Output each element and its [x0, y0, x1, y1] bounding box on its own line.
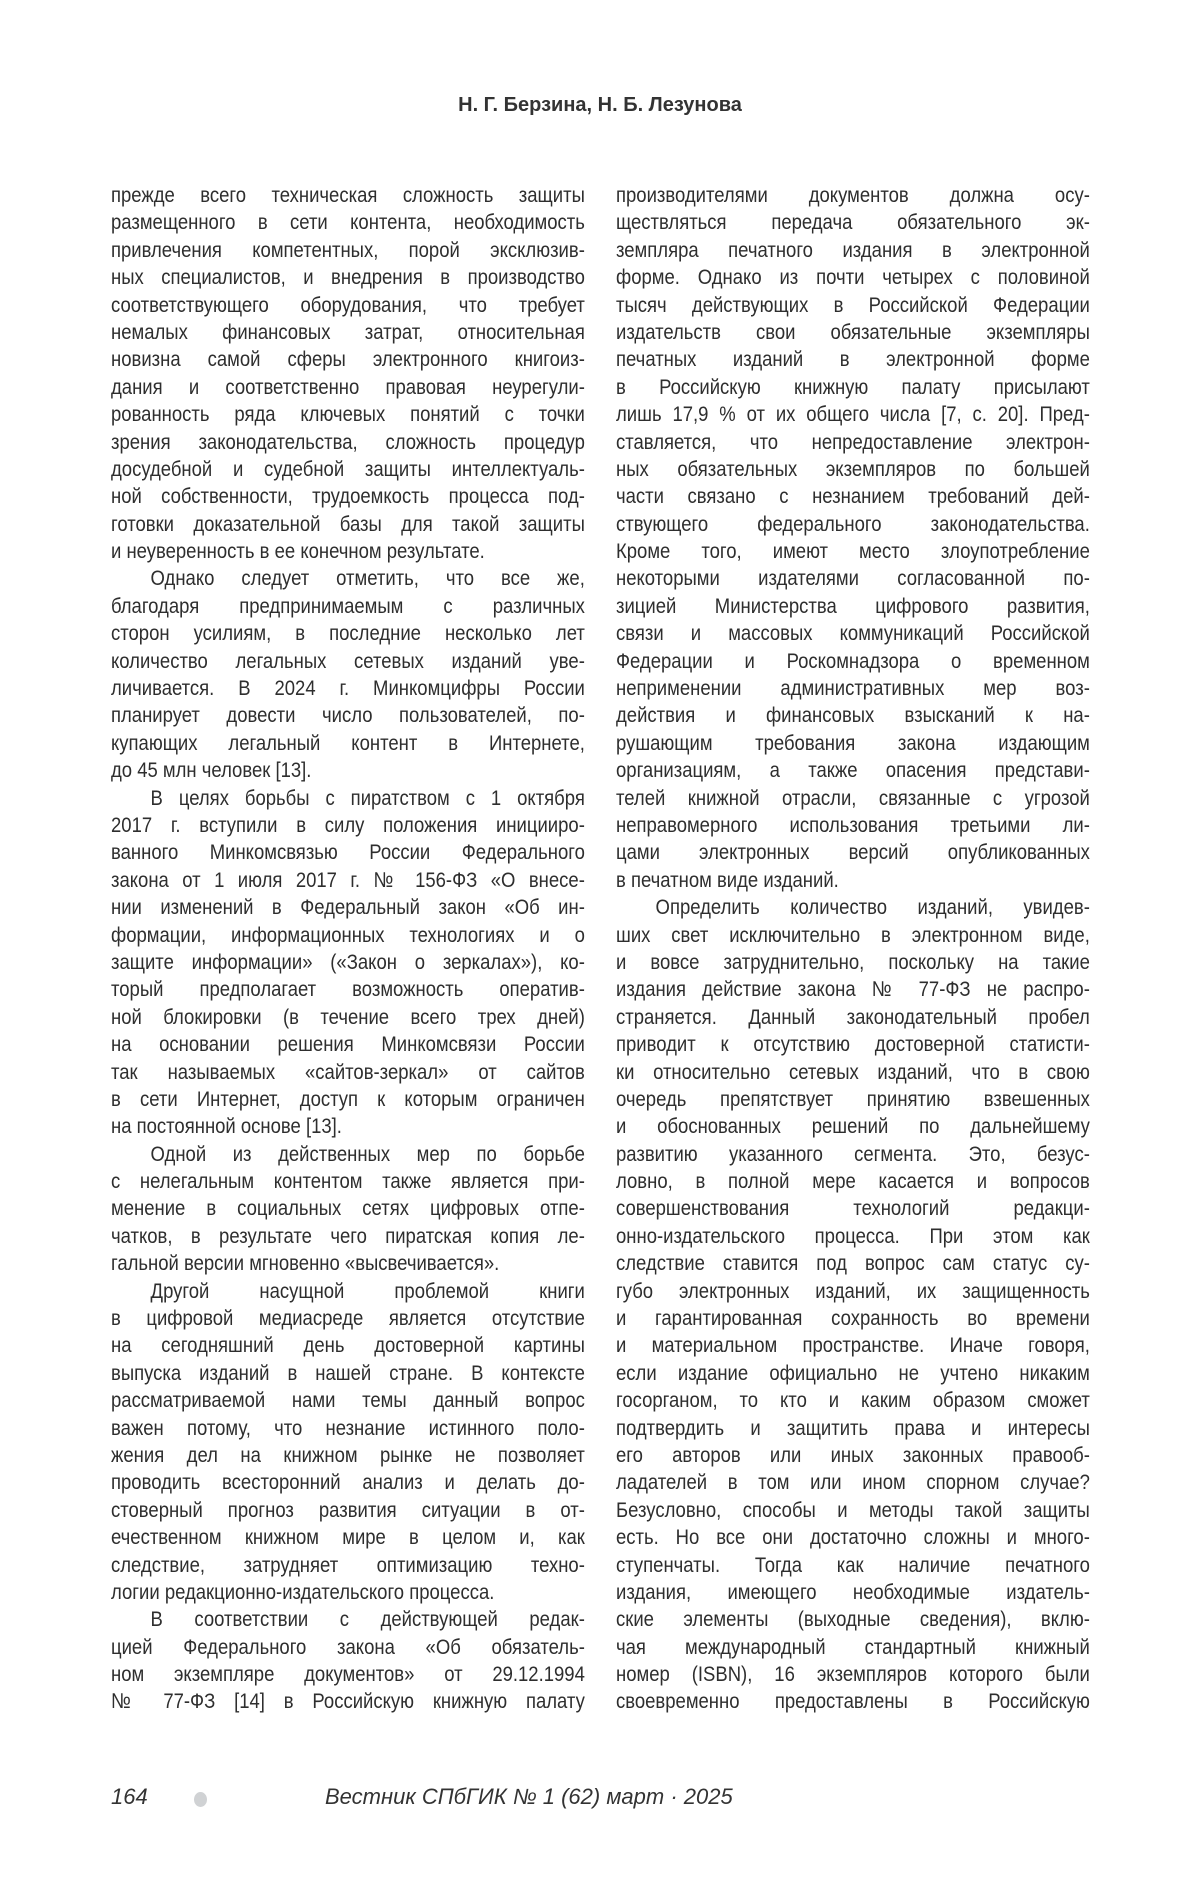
text-line: на сегодняшний день достоверной картины — [111, 1333, 585, 1358]
text-line: жения дел на книжном рынке не позволяет — [111, 1442, 585, 1467]
text-line: до 45 млн человек [13]. — [111, 758, 312, 783]
text-line: стоверный прогноз развития ситуации в от- — [111, 1497, 585, 1522]
text-line: части связано с незнанием требований дей- — [616, 484, 1090, 509]
text-line: формации, информационных технологиях и о — [111, 922, 585, 947]
text-line: в Российскую книжную палату присылают — [616, 374, 1090, 399]
text-line: в цифровой медиасреде является отсутствие — [111, 1306, 585, 1331]
text-line: Одной из действенных мер по борьбе — [150, 1141, 585, 1166]
text-line: развитию указанного сегмента. Это, безус- — [616, 1141, 1090, 1166]
text-line: проводить всесторонний анализ и делать до- — [111, 1470, 585, 1495]
page-number: 164 — [111, 1784, 148, 1809]
text-line: и вовсе затруднительно, поскольку на такие — [616, 949, 1090, 974]
text-line: закона от 1 июля 2017 г. № 156-ФЗ «О внесе- — [111, 867, 585, 892]
text-line: приводит к отсутствию достоверной статисти- — [616, 1032, 1090, 1057]
text-line: на основании решения Минкомсвязи России — [111, 1032, 585, 1057]
text-line: В соответствии с действующей редак- — [150, 1607, 585, 1632]
text-line: и неуверенность в ее конечном результате. — [111, 539, 485, 564]
text-line: рованность ряда ключевых понятий с точки — [111, 402, 585, 427]
text-line: и гарантированная сохранность во времени — [616, 1306, 1090, 1331]
text-line: лишь 17,9 % от их общего числа [7, с. 20]. Пред- — [616, 402, 1090, 427]
text-line: ствующего федерального законодательства. — [616, 511, 1090, 536]
text-line: с нелегальным контентом также является при- — [111, 1169, 585, 1194]
text-line: В целях борьбы с пиратством с 1 октября — [150, 785, 585, 810]
text-line: ставляется, что непредоставление электрон- — [616, 429, 1090, 454]
text-line: неприменении административных мер воз- — [616, 676, 1090, 701]
text-line: логии редакционно-издательского процесса. — [111, 1579, 495, 1604]
text-line: печатных изданий в электронной форме — [616, 347, 1090, 372]
text-line: ловно, в полной мере касается и вопросов — [616, 1169, 1090, 1194]
text-line: зрения законодательства, сложность процедур — [111, 429, 585, 454]
text-line: сторон усилиям, в последние несколько лет — [111, 621, 585, 646]
text-line: ществляться передача обязательного эк- — [616, 210, 1090, 235]
text-line: страняется. Данный законодательный пробел — [616, 1004, 1090, 1029]
text-line: своевременно предоставлены в Российскую — [616, 1689, 1090, 1714]
text-line: есть. Но все они достаточно сложны и много- — [616, 1525, 1090, 1550]
journal-title: Вестник СПбГИК № 1 (62) март · 2025 — [325, 1784, 733, 1809]
text-line: тысяч действующих в Российской Федерации — [616, 292, 1090, 317]
text-line: номер (ISBN), 16 экземпляров которого были — [616, 1662, 1090, 1687]
text-line: менение в социальных сетях цифровых отпе- — [111, 1196, 585, 1221]
text-line: прежде всего техническая сложность защиты — [111, 183, 585, 207]
text-line: торый предполагает возможность оператив- — [111, 977, 585, 1002]
text-line: Однако следует отметить, что все же, — [150, 566, 585, 591]
text-line: связи и массовых коммуникаций Российской — [616, 621, 1090, 646]
text-line: нии изменений в Федеральный закон «Об ин- — [111, 895, 585, 920]
text-line: в сети Интернет, доступ к которым ограничен — [111, 1086, 585, 1111]
text-line: соответствующего оборудования, что требует — [111, 292, 585, 317]
text-line: ступенчаты. Тогда как наличие печатного — [616, 1552, 1090, 1577]
text-line: купающих легальный контент в Интернете, — [111, 730, 585, 755]
text-line: неправомерного использования третьими ли- — [616, 812, 1090, 837]
text-line: и обоснованных решений по дальнейшему — [616, 1114, 1090, 1139]
text-line: личивается. В 2024 г. Минкомцифры России — [111, 676, 585, 701]
text-line: онно-издательского процесса. При этом как — [616, 1223, 1090, 1248]
text-line: ванного Минкомсвязью России Федерального — [111, 840, 585, 865]
text-line: ки относительно сетевых изданий, что в свою — [616, 1059, 1090, 1084]
text-line: на постоянной основе [13]. — [111, 1114, 342, 1139]
text-line: подтвердить и защитить права и интересы — [616, 1415, 1090, 1440]
text-line: ных специалистов, и внедрения в производство — [111, 265, 585, 290]
text-line: досудебной и судебной защиты интеллектуаль- — [111, 456, 585, 481]
text-line: производителями документов должна осу- — [616, 183, 1090, 207]
text-line: размещенного в сети контента, необходимость — [111, 210, 585, 235]
text-line: благодаря предпринимаемым с различных — [111, 593, 585, 618]
text-line: цами электронных версий опубликованных — [616, 840, 1090, 865]
text-line: ские элементы (выходные сведения), вклю- — [616, 1607, 1090, 1632]
text-line: планирует довести число пользователей, по- — [111, 703, 585, 728]
text-line: 2017 г. вступили в силу положения иницииро- — [111, 812, 585, 837]
text-line: следствие ставится под вопрос сам статус су- — [616, 1251, 1090, 1276]
text-line: рассматриваемой нами темы данный вопрос — [111, 1388, 585, 1413]
text-line: издательств свои обязательные экземпляры — [616, 319, 1090, 344]
text-line: действия и финансовых взысканий к на- — [616, 703, 1090, 728]
running-header-authors: Н. Г. Берзина, Н. Б. Лезунова — [458, 94, 742, 116]
text-line: и материальном пространстве. Иначе говоря, — [616, 1333, 1090, 1358]
text-line: чая международный стандартный книжный — [616, 1634, 1090, 1659]
text-line: так называемых «сайтов-зеркал» от сайтов — [111, 1059, 585, 1084]
bullet-dot-icon — [194, 1792, 207, 1807]
text-line: ших свет исключительно в электронном виде, — [616, 922, 1090, 947]
text-line: ладателей в том или ином спорном случае? — [616, 1470, 1090, 1495]
text-column-left — [111, 182, 585, 1716]
text-line: готовки доказательной базы для такой защиты — [111, 511, 585, 536]
text-line: Кроме того, имеют место злоупотребление — [616, 539, 1090, 564]
text-line: губо электронных изданий, их защищенность — [616, 1278, 1090, 1303]
page-footer — [0, 1784, 1200, 1814]
text-line: совершенствования технологий редакци- — [616, 1196, 1090, 1221]
text-line: № 77-ФЗ [14] в Российскую книжную палату — [111, 1689, 585, 1714]
text-line: Безусловно, способы и методы такой защиты — [616, 1497, 1090, 1522]
text-line: ных обязательных экземпляров по большей — [616, 456, 1090, 481]
text-line: следствие, затрудняет оптимизацию техно- — [111, 1552, 585, 1577]
text-line: если издание официально не учтено никаким — [616, 1360, 1090, 1385]
text-line: чатков, в результате чего пиратская копия ле- — [111, 1223, 585, 1248]
text-line: Федерации и Роскомнадзора о временном — [616, 648, 1090, 673]
text-line: в печатном виде изданий. — [616, 867, 839, 892]
text-line: Другой насущной проблемой книги — [150, 1278, 585, 1303]
text-line: очередь препятствует принятию взвешенных — [616, 1086, 1090, 1111]
text-line: организациям, а также опасения представи- — [616, 758, 1090, 783]
text-line: защите информации» («Закон о зеркалах»), ко- — [111, 949, 585, 974]
text-line: важен потому, что незнание истинного поло- — [111, 1415, 585, 1440]
text-line: форме. Однако из почти четырех с половиной — [616, 265, 1090, 290]
text-line: некоторыми издателями согласованной по- — [616, 566, 1090, 591]
text-line: издания действие закона № 77-ФЗ не распро- — [616, 977, 1090, 1002]
text-line: новизна самой сферы электронного книгоиз- — [111, 347, 585, 372]
text-line: издания, имеющего необходимые издатель- — [616, 1579, 1090, 1604]
text-line: рушающим требования закона издающим — [616, 730, 1090, 755]
text-line: выпуска изданий в нашей стране. В контексте — [111, 1360, 585, 1385]
text-line: зицией Министерства цифрового развития, — [616, 593, 1090, 618]
text-line: привлечения компетентных, порой эксклюзив- — [111, 237, 585, 262]
text-line: немалых финансовых затрат, относительная — [111, 319, 585, 344]
text-line: ном экземпляре документов» от 29.12.1994 — [111, 1662, 585, 1687]
text-line: земпляра печатного издания в электронной — [616, 237, 1090, 262]
text-line: ной собственности, трудоемкость процесса под- — [111, 484, 585, 509]
text-line: цией Федерального закона «Об обязатель- — [111, 1634, 585, 1659]
text-line: гальной версии мгновенно «высвечивается». — [111, 1251, 500, 1276]
text-line: Определить количество изданий, увидев- — [655, 895, 1090, 920]
text-line: ечественном книжном мире в целом и, как — [111, 1525, 585, 1550]
text-line: количество легальных сетевых изданий уве- — [111, 648, 585, 673]
text-line: ной блокировки (в течение всего трех дней) — [111, 1004, 585, 1029]
text-column-right — [616, 182, 1090, 1716]
text-line: дания и соответственно правовая неурегули- — [111, 374, 585, 399]
text-line: телей книжной отрасли, связанные с угрозой — [616, 785, 1090, 810]
text-line: его авторов или иных законных правооб- — [616, 1442, 1090, 1467]
text-line: госорганом, то кто и каким образом сможет — [616, 1388, 1090, 1413]
